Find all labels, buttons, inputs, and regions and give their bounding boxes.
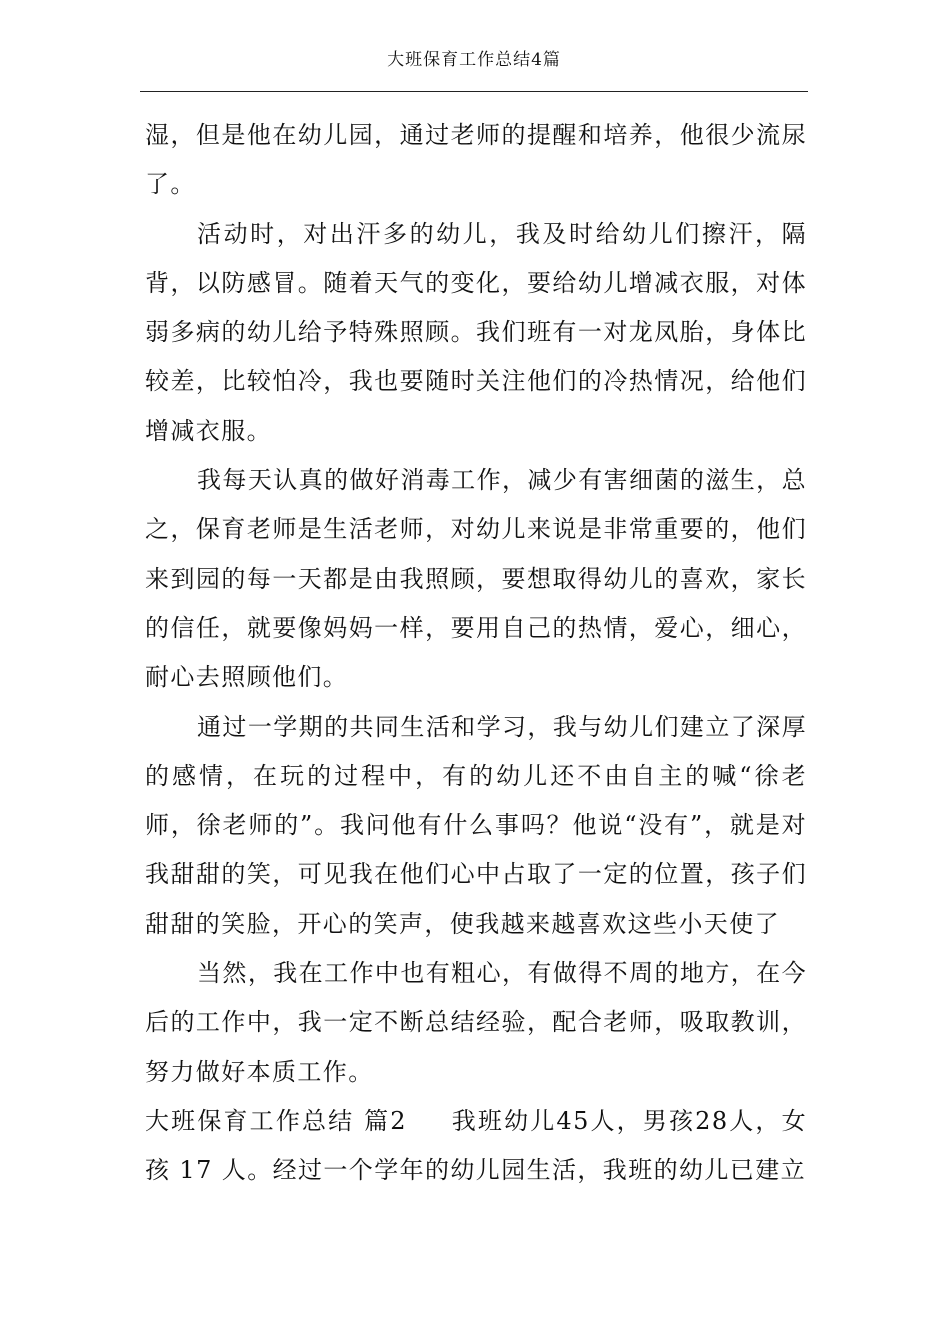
paragraph-activities: 活动时，对出汗多的幼儿，我及时给幼儿们擦汗，隔背，以防感冒。随着天气的变化，要给幼儿增减衣服，对体弱多病的幼儿给予特殊照顾。我们班有一对龙凤胎，身体比较差，比较怕冷，我也要随时关注他们的冷热情况，给他们增减衣服。 [145, 219, 807, 445]
section-2-paragraph [145, 1097, 807, 1196]
header-rule [140, 91, 808, 92]
paragraph-reflection: 当然，我在工作中也有粗心，有做得不周的地方，在今后的工作中，我一定不断总结经验，配合老师，吸取教训，努力做好本质工作。 [145, 959, 807, 1086]
document-body [145, 111, 807, 1196]
section-2-title: 大班保育工作总结 篇2 [145, 1106, 407, 1135]
section-2-text: 我班幼儿45人，男孩28人，女孩 17 人。经过一个学年的幼儿园生活，我班的幼儿已建立 [145, 1106, 807, 1185]
paragraph-disinfection: 我每天认真的做好消毒工作，减少有害细菌的滋生，总之，保育老师是生活老师，对幼儿来说是非常重要的，他们来到园的每一天都是由我照顾，要想取得幼儿的喜欢，家长的信任，就要像妈妈一样，要用自己的热情，爱心，细心，耐心去照顾他们。 [145, 466, 807, 692]
paragraph-relationship: 通过一学期的共同生活和学习，我与幼儿们建立了深厚的感情，在玩的过程中，有的幼儿还不由自主的喊“徐老师，徐老师的”。我问他有什么事吗？他说“没有”，就是对我甜甜的笑，可见我在他们心中占取了一定的位置，孩子们甜甜的笑脸，开心的笑声，使我越来越喜欢这些小天使了 [145, 712, 807, 938]
page-header: 大班保育工作总结4篇 [387, 50, 561, 70]
paragraph-continued: 湿，但是他在幼儿园，通过老师的提醒和培养，他很少流尿了。 [145, 121, 807, 199]
